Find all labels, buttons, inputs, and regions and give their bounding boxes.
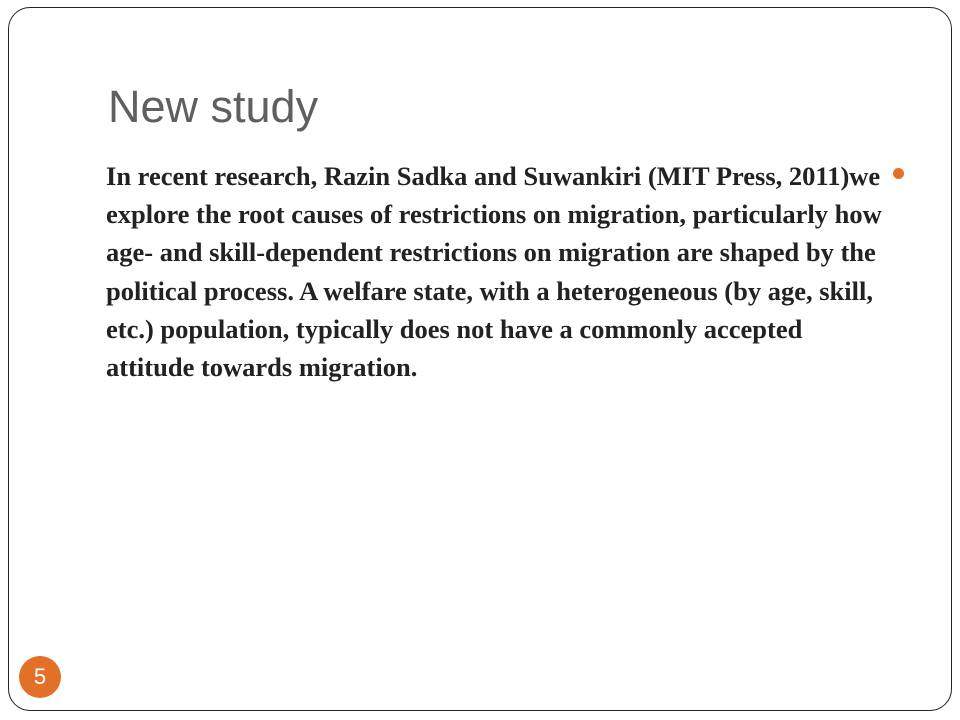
- bullet-icon: [893, 168, 904, 179]
- slide-body-text: In recent research, Razin Sadka and Suwankiri (MIT Press, 2011)we explore the root causes of restrictions on migration, particularly how age- and skill-dependent restrictions on migration are shaped by the political process. A welfare state, with a heterogeneous (by age, skill, etc.) population, typically does not have a commonly accepted attitude towards migration.: [106, 161, 882, 383]
- page-number-badge: 5: [19, 656, 61, 698]
- slide-title: New study: [108, 81, 319, 132]
